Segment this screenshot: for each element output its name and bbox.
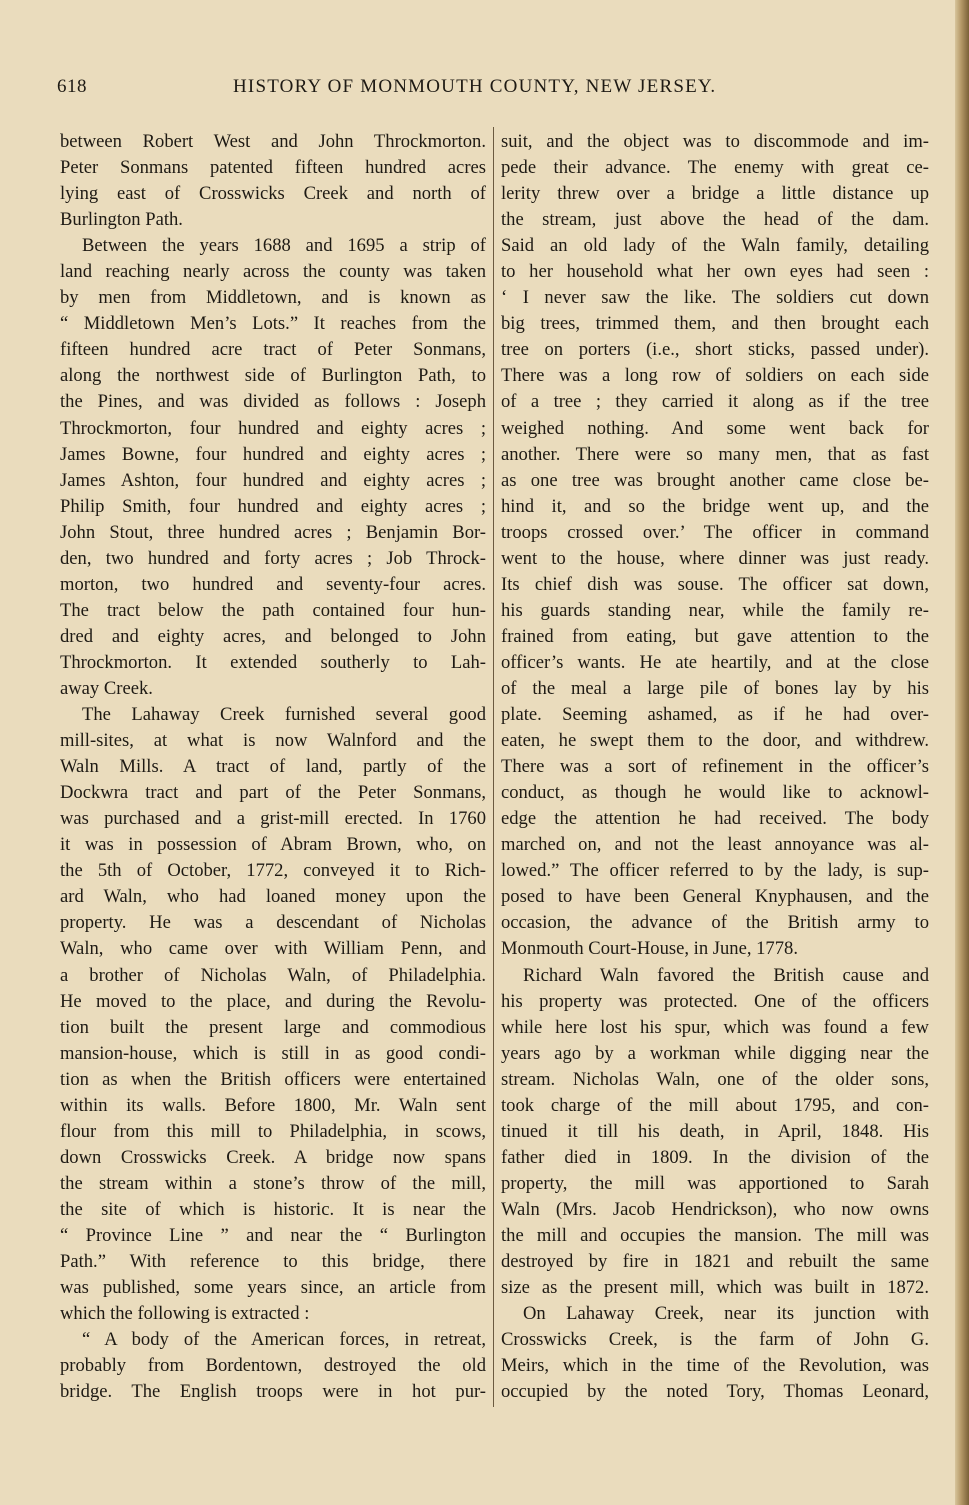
text-line: There was a sort of refinement in the officer’s [501, 756, 929, 778]
text-line: of a tree ; they carried it along as if the tree [501, 391, 929, 413]
text-line: which the following is extracted : [60, 1303, 310, 1325]
text-line: the stream within a stone’s throw of the mill, [60, 1172, 486, 1194]
text-line: another. There were so many men, that as fast [501, 443, 929, 465]
text-line: marched on, and not the least annoyance was al- [501, 834, 929, 856]
text-line: troops crossed over.’ The officer in command [501, 521, 929, 543]
text-line: destroyed by fire in 1821 and rebuilt the same [501, 1251, 929, 1273]
text-line: between Robert West and John Throckmorton. [60, 131, 486, 152]
text-line: father died in 1809. In the division of the [501, 1146, 929, 1168]
text-line: James Bowne, four hundred and eighty acres ; [60, 443, 486, 465]
text-line: stream. Nicholas Waln, one of the older sons, [501, 1068, 929, 1090]
text-line: “ Province Line ” and near the “ Burlington [60, 1224, 486, 1246]
text-line: was purchased and a grist-mill erected. In 1760 [60, 808, 486, 830]
text-line: away Creek. [60, 677, 153, 699]
text-line: the Pines, and was divided as follows : Joseph [60, 391, 486, 413]
text-line: weighed nothing. And some went back for [501, 417, 929, 439]
text-line: property. He was a descendant of Nicholas [60, 912, 486, 934]
text-line: was published, some years since, an article from [60, 1277, 486, 1299]
text-line: tion as when the British officers were entertained [60, 1068, 486, 1090]
text-line: dred and eighty acres, and belonged to John [60, 625, 486, 647]
text-line: Peter Sonmans patented fifteen hundred acres [60, 157, 486, 179]
text-line: James Ashton, four hundred and eighty acres ; [60, 469, 486, 491]
text-line: years ago by a workman while digging near the [501, 1042, 929, 1064]
text-line: down Crosswicks Creek. A bridge now spans [60, 1146, 486, 1168]
text-line: by men from Middletown, and is known as [60, 287, 486, 309]
text-line: while here lost his spur, which was found a few [501, 1016, 929, 1038]
text-line: The tract below the path contained four hun- [60, 599, 486, 621]
text-line: John Stout, three hundred acres ; Benjamin Bor- [60, 521, 486, 543]
text-line: Throckmorton. It extended southerly to Lah- [60, 651, 486, 673]
text-line: ‘ I never saw the like. The soldiers cut down [501, 287, 929, 309]
text-line: his guards standing near, while the family re- [501, 599, 929, 621]
text-line: hind it, and so the bridge went up, and the [501, 495, 929, 517]
text-line: Path.” With reference to this bridge, there [60, 1251, 486, 1273]
text-line: tion built the present large and commodious [60, 1016, 486, 1038]
page-edge [955, 0, 969, 1505]
text-line: Meirs, which in the time of the Revolution, was [501, 1355, 929, 1377]
text-line: morton, two hundred and seventy-four acres. [60, 573, 486, 595]
text-line: posed to have been General Knyphausen, and the [501, 886, 929, 908]
text-line: Between the years 1688 and 1695 a strip of [82, 235, 486, 257]
text-line: frained from eating, but gave attention to the [501, 625, 929, 647]
text-line: the 5th of October, 1772, conveyed it to Rich- [60, 860, 486, 882]
text-line: On Lahaway Creek, near its junction with [523, 1303, 929, 1325]
text-line: probably from Bordentown, destroyed the old [60, 1355, 486, 1377]
text-line: tinued it till his death, in April, 1848. His [501, 1120, 929, 1142]
text-line: lowed.” The officer referred to by the lady, is sup- [501, 860, 929, 882]
text-line: lerity threw over a bridge a little distance up [501, 183, 929, 205]
left-column [60, 129, 486, 1405]
text-line: Waln (Mrs. Jacob Hendrickson), who now owns [501, 1198, 929, 1220]
text-line: “ A body of the American forces, in retreat, [82, 1329, 486, 1351]
text-line: his property was protected. One of the officers [501, 990, 929, 1012]
text-line: tree on porters (i.e., short sticks, passed under). [501, 339, 929, 361]
text-line: Crosswicks Creek, is the farm of John G. [501, 1329, 929, 1351]
text-line: There was a long row of soldiers on each side [501, 365, 929, 387]
text-line: Waln Mills. A tract of land, partly of the [60, 756, 486, 778]
text-line: mill-sites, at what is now Walnford and the [60, 730, 486, 752]
text-line: to her household what her own eyes had seen : [501, 261, 929, 283]
text-line: went to the house, where dinner was just ready. [501, 547, 929, 569]
column-divider [493, 127, 494, 1407]
text-line: plate. Seeming ashamed, as if he had over- [501, 704, 929, 726]
text-line: occasion, the advance of the British army to [501, 912, 929, 934]
text-line: it was in possession of Abram Brown, who, on [60, 834, 486, 856]
text-line: mansion-house, which is still in as good condi- [60, 1042, 486, 1064]
text-line: within its walls. Before 1800, Mr. Waln sent [60, 1094, 486, 1116]
text-line: Waln, who came over with William Penn, and [60, 938, 486, 960]
text-line: officer’s wants. He ate heartily, and at the close [501, 651, 929, 673]
text-line: big trees, trimmed them, and then brought each [501, 313, 929, 335]
text-line: conduct, as though he would like to acknowl- [501, 782, 929, 804]
text-line: Dockwra tract and part of the Peter Sonmans, [60, 782, 486, 804]
text-line: pede their advance. The enemy with great ce- [501, 157, 929, 179]
right-column [501, 129, 929, 1405]
text-line: den, two hundred and forty acres ; Job Throck- [60, 547, 486, 569]
page-number: 618 [57, 76, 87, 97]
page-header [57, 76, 927, 106]
text-line: Richard Waln favored the British cause and [523, 964, 929, 986]
text-line: of the meal a large pile of bones lay by his [501, 677, 929, 699]
text-line: “ Middletown Men’s Lots.” It reaches from the [60, 313, 486, 335]
text-line: edge the attention he had received. The body [501, 808, 929, 830]
text-line: Said an old lady of the Waln family, detailing [501, 235, 929, 257]
text-line: the mill and occupies the mansion. The mill was [501, 1224, 929, 1246]
text-line: Philip Smith, four hundred and eighty acres ; [60, 495, 486, 517]
text-line: took charge of the mill about 1795, and con- [501, 1094, 929, 1116]
text-line: a brother of Nicholas Waln, of Philadelphia. [60, 964, 486, 986]
text-line: property, the mill was apportioned to Sarah [501, 1172, 929, 1194]
text-line: along the northwest side of Burlington Path, to [60, 365, 486, 387]
text-line: land reaching nearly across the county was taken [60, 261, 486, 283]
text-line: flour from this mill to Philadelphia, in scows, [60, 1120, 486, 1142]
text-line: The Lahaway Creek furnished several good [82, 704, 486, 726]
text-line: eaten, he swept them to the door, and withdrew. [501, 730, 929, 752]
text-line: the site of which is historic. It is near the [60, 1198, 486, 1220]
running-title: HISTORY OF MONMOUTH COUNTY, NEW JERSEY. [233, 76, 717, 97]
text-line: fifteen hundred acre tract of Peter Sonmans, [60, 339, 486, 361]
text-line: suit, and the object was to discommode and im- [501, 131, 929, 152]
text-line: bridge. The English troops were in hot pur- [60, 1381, 486, 1403]
text-line: lying east of Crosswicks Creek and north of [60, 183, 486, 205]
text-line: Monmouth Court-House, in June, 1778. [501, 938, 798, 960]
text-line: ard Waln, who had loaned money upon the [60, 886, 486, 908]
text-line: occupied by the noted Tory, Thomas Leonard, [501, 1381, 929, 1403]
text-line: Its chief dish was souse. The officer sat down, [501, 573, 929, 595]
text-line: size as the present mill, which was built in 1872. [501, 1277, 929, 1299]
text-line: the stream, just above the head of the dam. [501, 209, 929, 231]
text-line: Throckmorton, four hundred and eighty acres ; [60, 417, 486, 439]
text-line: Burlington Path. [60, 209, 183, 231]
text-line: He moved to the place, and during the Revolu- [60, 990, 486, 1012]
text-line: as one tree was brought another came close be- [501, 469, 929, 491]
